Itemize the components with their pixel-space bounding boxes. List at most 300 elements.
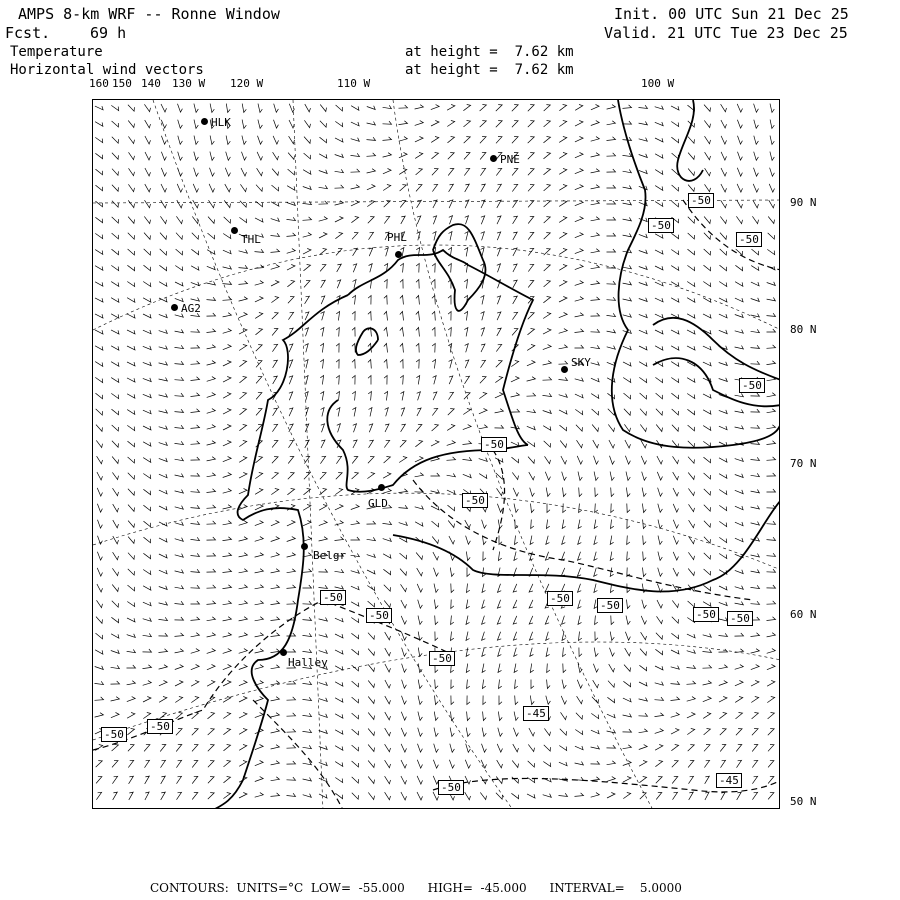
wind-barb — [128, 457, 135, 463]
wind-barb — [159, 665, 168, 669]
wind-barb — [175, 554, 184, 558]
wind-barb — [383, 121, 392, 124]
wind-barb — [97, 456, 103, 464]
wind-barb — [416, 264, 419, 273]
wind-barb — [751, 457, 760, 460]
wind-barb — [145, 776, 150, 784]
wind-barb — [351, 586, 359, 590]
wind-barb — [464, 153, 470, 160]
wind-barb — [736, 729, 742, 736]
wind-barb — [415, 457, 423, 462]
wind-barb — [143, 570, 151, 575]
wind-barb — [658, 504, 663, 513]
wind-barb — [576, 425, 583, 431]
wind-barb — [289, 408, 293, 416]
wind-barb — [159, 681, 167, 686]
wind-barb — [607, 281, 616, 284]
wind-barb — [368, 376, 371, 385]
wind-barb — [432, 344, 435, 353]
wind-barb — [563, 664, 566, 673]
wind-barb — [528, 457, 534, 464]
wind-barb — [751, 361, 760, 364]
wind-barb — [530, 488, 535, 497]
wind-barb — [271, 569, 280, 573]
wind-barb — [482, 728, 486, 737]
wind-barb — [384, 328, 388, 337]
wind-barb — [512, 312, 517, 319]
wind-barb — [767, 633, 776, 637]
wind-barb — [607, 793, 615, 799]
wind-barb — [575, 233, 583, 238]
wind-barb — [401, 392, 404, 401]
wind-barb — [145, 136, 151, 144]
wind-barb — [594, 536, 598, 545]
wind-barb — [559, 329, 568, 334]
wind-barb — [287, 585, 296, 589]
wind-barb — [335, 698, 343, 702]
wind-barb — [207, 377, 216, 382]
wind-barb — [255, 265, 264, 269]
wind-barb — [223, 553, 232, 557]
wind-barb — [416, 280, 419, 289]
wind-barb — [143, 681, 152, 686]
wind-barb — [591, 730, 599, 734]
wind-barb — [655, 234, 663, 238]
wind-barb — [671, 122, 678, 127]
wind-barb — [496, 168, 501, 175]
wind-barb — [735, 681, 743, 686]
wind-barb — [595, 616, 598, 625]
wind-barb — [352, 328, 355, 337]
wind-barb — [593, 664, 598, 672]
wind-barb — [464, 280, 467, 289]
wind-barb — [161, 760, 166, 767]
wind-barb — [496, 344, 501, 351]
wind-barb — [415, 473, 424, 477]
wind-barb — [479, 474, 487, 479]
wind-barb — [224, 777, 231, 783]
wind-barb — [353, 280, 357, 289]
wind-barb — [418, 664, 422, 673]
wind-barb — [272, 441, 278, 448]
wind-barb — [658, 536, 662, 545]
wind-barb — [703, 634, 712, 638]
wind-barb — [528, 153, 534, 160]
wind-barb — [497, 296, 501, 304]
wind-barb — [687, 314, 695, 318]
wind-barb — [258, 120, 263, 129]
wind-barb — [271, 218, 280, 222]
wind-barb — [559, 169, 567, 175]
wind-barb — [770, 120, 774, 129]
wind-barb — [543, 345, 551, 350]
wind-barb — [335, 521, 344, 526]
wind-barb — [594, 472, 598, 481]
wind-barb — [96, 409, 103, 415]
wind-barb — [560, 441, 566, 448]
wind-barb — [273, 408, 278, 416]
wind-barb — [623, 714, 632, 718]
wind-barb — [752, 792, 757, 799]
wind-barb — [687, 665, 696, 668]
wind-barb — [239, 569, 248, 573]
wind-barb — [610, 632, 614, 641]
contour-label: -50 — [438, 780, 464, 795]
wind-barb — [544, 201, 551, 208]
wind-barb — [578, 552, 582, 560]
wind-barb — [402, 648, 407, 657]
wind-barb — [305, 328, 309, 336]
wind-barb — [498, 712, 502, 721]
wind-barb — [191, 409, 200, 413]
wind-barb — [591, 121, 599, 126]
wind-barb — [384, 376, 387, 385]
wind-barb — [336, 473, 342, 480]
wind-barb — [399, 538, 407, 542]
wind-barb — [448, 137, 455, 143]
wind-barb — [223, 793, 230, 799]
wind-barb — [751, 298, 760, 302]
wind-barb — [639, 346, 647, 350]
wind-barb — [639, 377, 646, 382]
wind-barb — [336, 360, 339, 369]
wind-barb — [529, 632, 533, 640]
wind-barb — [448, 264, 451, 273]
wind-barb — [226, 136, 230, 145]
wind-barb — [255, 761, 263, 766]
wind-barb — [482, 520, 487, 529]
wind-barb — [416, 169, 423, 175]
wind-barb — [352, 681, 359, 687]
wind-barb — [607, 153, 616, 156]
wind-barb — [735, 410, 744, 413]
wind-barb — [705, 168, 711, 176]
wind-barb — [655, 298, 663, 302]
wind-barb — [320, 456, 325, 463]
wind-barb — [544, 265, 551, 271]
wind-barb — [591, 746, 600, 750]
wind-barb — [255, 713, 263, 718]
wind-barb — [178, 152, 183, 161]
wind-barb — [128, 553, 134, 560]
wind-barb — [512, 184, 517, 191]
wind-barb — [129, 792, 133, 800]
wind-barb — [305, 104, 311, 112]
wind-barb — [335, 714, 343, 718]
wind-barb — [128, 537, 134, 544]
wind-barb — [751, 345, 760, 348]
wind-barb — [242, 152, 247, 160]
wind-barb — [223, 569, 232, 573]
wind-barb — [288, 153, 294, 160]
wind-barb — [416, 328, 420, 337]
wind-barb — [767, 489, 776, 492]
wind-barb — [575, 105, 583, 111]
wind-barb — [591, 137, 600, 142]
wind-barb — [178, 168, 183, 176]
wind-barb — [143, 282, 151, 287]
wind-barb — [591, 761, 600, 764]
wind-barb — [159, 442, 168, 446]
wind-barb — [703, 602, 711, 607]
wind-barb — [465, 760, 470, 768]
wind-barb — [336, 376, 339, 385]
wind-barb — [128, 489, 134, 496]
wind-barb — [255, 521, 263, 526]
wind-barb — [175, 425, 184, 428]
wind-barb — [256, 361, 262, 368]
wind-barb — [642, 472, 647, 481]
wind-barb — [623, 698, 631, 702]
wind-barb — [767, 297, 776, 301]
wind-barb — [111, 282, 119, 287]
wind-barb — [402, 696, 407, 704]
wind-barb — [514, 648, 518, 657]
wind-barb — [559, 394, 568, 398]
wind-barb — [544, 169, 551, 175]
wind-barb — [591, 233, 600, 237]
wind-barb — [639, 330, 647, 334]
wind-barb — [303, 569, 312, 573]
wind-barb — [159, 474, 167, 478]
wind-barb — [287, 745, 296, 748]
wind-barb — [575, 329, 584, 333]
wind-barb — [385, 648, 391, 656]
wind-barb — [671, 713, 680, 718]
wind-barb — [431, 121, 439, 127]
wind-barb — [482, 632, 486, 641]
wind-barb — [143, 394, 151, 398]
wind-barb — [496, 777, 502, 784]
wind-barb — [159, 314, 167, 318]
wind-barb — [239, 345, 247, 351]
wind-barb — [719, 505, 726, 510]
wind-barb — [127, 618, 135, 622]
wind-barb — [402, 680, 407, 689]
wind-barb — [767, 425, 776, 429]
wind-barb — [128, 200, 134, 207]
wind-barb — [401, 776, 407, 784]
wind-barb — [95, 122, 103, 127]
wind-barb — [657, 600, 663, 608]
wind-barb — [655, 729, 664, 734]
wind-barb — [703, 665, 712, 668]
wind-barb — [111, 697, 120, 701]
wind-barb — [736, 249, 743, 255]
wind-barb — [575, 153, 583, 158]
wind-barb — [738, 136, 743, 144]
wind-barb — [143, 426, 151, 430]
wind-barb — [177, 792, 182, 799]
wind-barb — [209, 184, 214, 192]
wind-barb — [271, 793, 280, 797]
wind-barb — [319, 698, 328, 702]
wind-barb — [321, 424, 325, 432]
wind-barb — [688, 169, 694, 176]
wind-barb — [207, 585, 216, 588]
wind-barb — [595, 488, 598, 497]
wind-barb — [255, 218, 263, 222]
wind-barb — [656, 425, 662, 432]
wind-barb — [159, 633, 168, 636]
wind-barb — [223, 601, 232, 605]
wind-barb — [273, 376, 278, 384]
wind-barb — [735, 490, 743, 494]
wind-barb — [497, 328, 501, 336]
wind-barb — [655, 122, 663, 126]
wind-barb — [320, 360, 323, 369]
wind-barb — [703, 697, 711, 702]
wind-barb — [433, 200, 437, 208]
wind-barb — [273, 136, 278, 144]
wind-barb — [719, 697, 727, 703]
wind-barb — [239, 473, 247, 479]
wind-barb — [591, 201, 600, 205]
wind-barb — [353, 264, 357, 272]
wind-barb — [192, 729, 198, 736]
wind-barb — [479, 458, 488, 462]
wind-barb — [497, 184, 502, 192]
lat-label-50: 50 N — [790, 795, 817, 808]
wind-barb — [545, 616, 549, 624]
wind-barb — [463, 105, 470, 111]
wind-barb — [305, 360, 309, 369]
wind-barb — [400, 312, 404, 321]
wind-barb — [223, 377, 231, 383]
wind-barb — [415, 137, 423, 142]
wind-barb — [591, 153, 600, 157]
wind-barb — [159, 490, 167, 494]
wind-barb — [128, 184, 134, 191]
wind-barb — [289, 120, 295, 128]
wind-barb — [194, 104, 198, 113]
wind-barb — [544, 105, 551, 111]
wind-barb — [287, 649, 296, 652]
wind-barb — [704, 473, 711, 479]
wind-barb — [575, 746, 583, 750]
wind-barb — [223, 649, 232, 654]
wind-barb — [575, 762, 584, 766]
wind-barb — [111, 314, 119, 318]
wind-barb — [287, 569, 296, 573]
wind-barb — [611, 504, 614, 513]
wind-barb — [143, 633, 152, 636]
wind-barb — [287, 553, 296, 557]
wind-barb — [208, 761, 214, 768]
wind-barb — [192, 776, 198, 783]
wind-barb — [319, 154, 327, 158]
wind-barb — [160, 233, 167, 240]
wind-barb — [223, 505, 232, 509]
wind-barb — [305, 312, 309, 320]
wind-barb — [688, 745, 695, 752]
wind-barb — [287, 713, 296, 716]
wind-barb — [639, 138, 648, 142]
wind-barb — [559, 762, 567, 766]
wind-barb — [626, 488, 630, 497]
wind-barb — [223, 665, 231, 670]
wind-barb — [688, 233, 695, 239]
wind-barb — [399, 153, 407, 158]
wind-barb — [528, 185, 534, 192]
wind-barb — [242, 120, 246, 129]
wind-barb — [640, 649, 646, 656]
wind-barb — [720, 729, 726, 736]
wind-barb — [175, 522, 184, 526]
wind-barb — [385, 760, 391, 768]
wind-barb — [609, 440, 615, 448]
wind-barb — [223, 266, 232, 270]
wind-barb — [143, 553, 150, 558]
wind-barb — [321, 312, 325, 321]
wind-barb — [607, 105, 616, 110]
wind-barb — [575, 249, 583, 254]
wind-barb — [559, 746, 566, 751]
wind-barb — [416, 553, 422, 560]
wind-barb — [415, 105, 424, 109]
wind-barb — [735, 314, 743, 318]
wind-barb — [351, 570, 360, 574]
wind-barb — [767, 553, 776, 556]
lat-label-90: 90 N — [790, 196, 817, 209]
wind-barb — [384, 344, 388, 353]
contour-label: -50 — [366, 608, 392, 623]
wind-barb — [623, 346, 631, 350]
wind-barb — [351, 106, 359, 111]
wind-barb — [385, 792, 391, 800]
wind-barb — [191, 601, 200, 604]
wind-barb — [111, 105, 118, 110]
wind-barb — [754, 136, 759, 145]
wind-barb — [435, 632, 438, 641]
wind-barb — [623, 378, 631, 383]
height-temperature: at height = 7.62 km — [405, 44, 574, 60]
wind-barb — [367, 586, 374, 591]
wind-barb — [128, 745, 134, 752]
wind-barb — [240, 409, 247, 415]
wind-barb — [112, 217, 119, 223]
wind-barb — [623, 201, 632, 205]
wind-barb — [735, 665, 744, 670]
wind-barb — [335, 489, 342, 495]
wind-barb — [303, 585, 312, 588]
wind-barb — [143, 298, 151, 302]
wind-barb — [543, 410, 552, 414]
wind-barb — [400, 376, 403, 385]
wind-barb — [385, 424, 389, 432]
wind-barb — [145, 184, 151, 192]
wind-barb — [627, 600, 631, 609]
wind-barb — [399, 121, 408, 125]
wind-barb — [176, 760, 181, 767]
wind-barb — [431, 441, 439, 447]
wind-barb — [545, 456, 551, 463]
wind-barb — [129, 168, 135, 175]
wind-barb — [767, 249, 774, 254]
wind-barb — [207, 553, 216, 556]
wind-barb — [175, 441, 184, 444]
wind-barb — [594, 648, 598, 657]
wind-barb — [143, 378, 151, 382]
wind-barb — [159, 570, 167, 574]
wind-barb — [591, 169, 600, 173]
wind-barb — [751, 649, 760, 653]
wind-barb — [239, 681, 247, 686]
wind-barb — [303, 170, 311, 175]
wind-barb — [128, 105, 134, 111]
wind-barb — [655, 761, 662, 767]
wind-barb — [127, 282, 134, 287]
